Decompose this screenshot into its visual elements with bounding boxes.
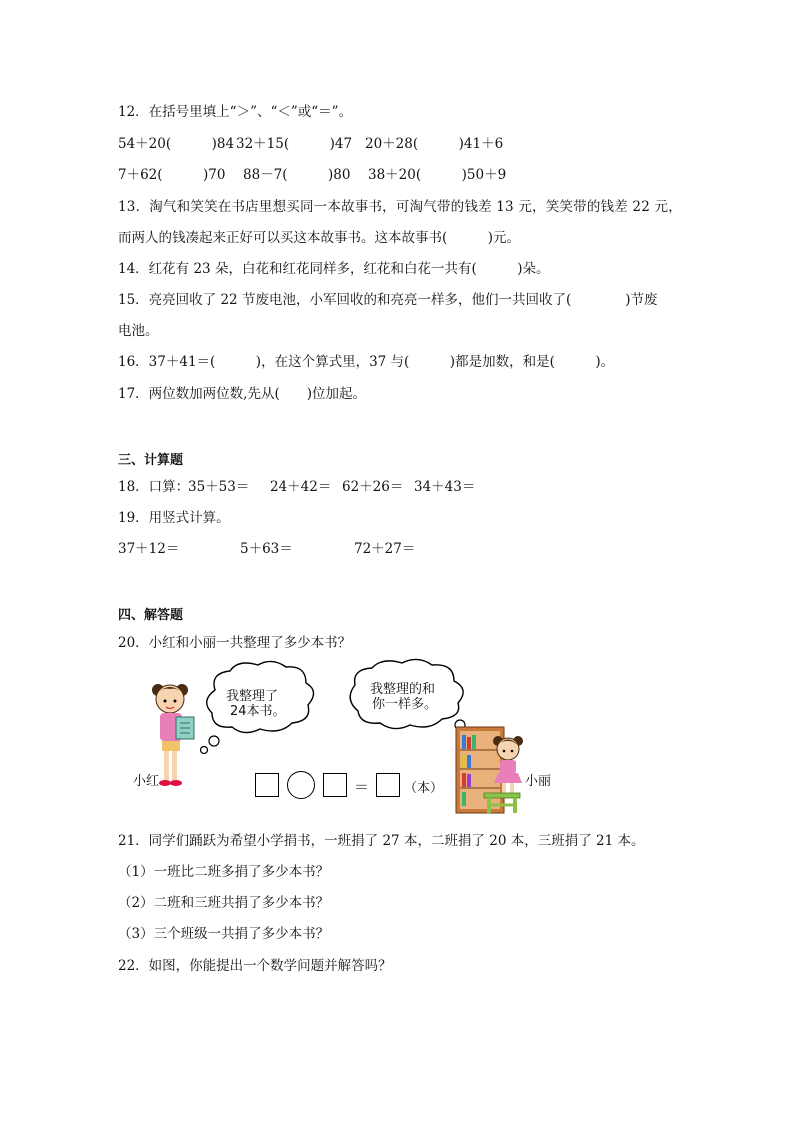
q22-text: 22．如图，你能提出一个数学问题并解答吗？ bbox=[118, 958, 392, 974]
answer-box-result[interactable] bbox=[376, 773, 400, 797]
left-bubble-line1: 我整理了 bbox=[226, 689, 279, 704]
q18-item: 62＋26＝ bbox=[342, 479, 404, 495]
q19-item: 72＋27＝ bbox=[354, 541, 416, 557]
q14-text: 14．红花有 23 朵，白花和红花同样多，红花和白花一共有( )朵。 bbox=[118, 261, 550, 277]
q20-illustration bbox=[140, 655, 560, 815]
q12-item: 38＋20( )50＋9 bbox=[368, 167, 507, 183]
right-bubble-line1: 我整理的和 bbox=[370, 682, 436, 697]
q20-title: 20．小红和小丽一共整理了多少本书？ bbox=[118, 635, 352, 651]
answer-box-1[interactable] bbox=[255, 773, 279, 797]
operator-circle[interactable] bbox=[287, 771, 315, 799]
q18-item: 34＋43＝ bbox=[414, 479, 476, 495]
q18-label: 18．口算： bbox=[118, 479, 190, 495]
left-thought-dot bbox=[209, 736, 219, 746]
q17-text: 17．两位数加两位数,先从( )位加起。 bbox=[118, 386, 367, 402]
section4-heading: 四、解答题 bbox=[118, 608, 184, 623]
q15-line1: 15．亮亮回收了 22 节废电池，小军回收的和亮亮一样多，他们一共回收了( )节废 bbox=[118, 292, 658, 308]
q19-item: 37＋12＝ bbox=[118, 541, 180, 557]
q13-line2: 而两人的钱凑起来正好可以买这本故事书。这本故事书( )元。 bbox=[118, 230, 521, 246]
q12-item: 20＋28( )41＋6 bbox=[365, 136, 504, 152]
q19-item: 5＋63＝ bbox=[240, 541, 293, 557]
q21-sub1: （1）一班比二班多捐了多少本书？ bbox=[118, 864, 330, 880]
q19-label: 19．用竖式计算。 bbox=[118, 510, 230, 526]
q12-item: 88－7( )80 bbox=[243, 167, 351, 183]
q12-item: 32＋15( )47 bbox=[236, 136, 353, 152]
q18-item: 35＋53＝ bbox=[188, 479, 250, 495]
section3-heading: 三、计算题 bbox=[118, 453, 184, 468]
q12-row1 bbox=[118, 135, 503, 153]
left-thought-dot bbox=[201, 747, 208, 754]
q21-title: 21．同学们踊跃为希望小学捐书，一班捐了 27 本，二班捐了 20 本，三班捐了 21 本。 bbox=[118, 833, 645, 849]
q15-line2: 电池。 bbox=[118, 323, 159, 339]
answer-box-2[interactable] bbox=[323, 773, 347, 797]
q21-sub3: （3）三个班级一共捐了多少本书？ bbox=[118, 926, 330, 942]
q13-line1: 13．淘气和笑笑在书店里想买同一本故事书，可淘气带的钱差 13 元，笑笑带的钱差 22 元， bbox=[118, 199, 682, 215]
q18-item: 24＋42＝ bbox=[270, 479, 332, 495]
q21-sub2: （2）二班和三班共捐了多少本书？ bbox=[118, 895, 330, 911]
unit-label: （本） bbox=[404, 781, 444, 796]
q12-item: 7＋62( )70 bbox=[118, 167, 226, 183]
q16-text: 16．37＋41＝( )，在这个算式里，37 与( )都是加数，和是( )。 bbox=[118, 354, 615, 370]
q12-item: 54＋20( )84 bbox=[118, 136, 235, 152]
q12-row2 bbox=[118, 166, 506, 184]
equals-sign: ＝ bbox=[354, 778, 370, 796]
q19-line bbox=[118, 540, 415, 558]
right-bubble-line2: 你一样多。 bbox=[372, 697, 438, 712]
name-xiaoli: 小丽 bbox=[525, 774, 552, 789]
name-xiaohong: 小红 bbox=[133, 774, 160, 789]
q12-title: 12．在括号里填上“＞”、“＜”或“＝”。 bbox=[118, 104, 353, 120]
q18-line bbox=[118, 478, 475, 496]
left-bubble-line2: 24本书。 bbox=[230, 704, 286, 719]
